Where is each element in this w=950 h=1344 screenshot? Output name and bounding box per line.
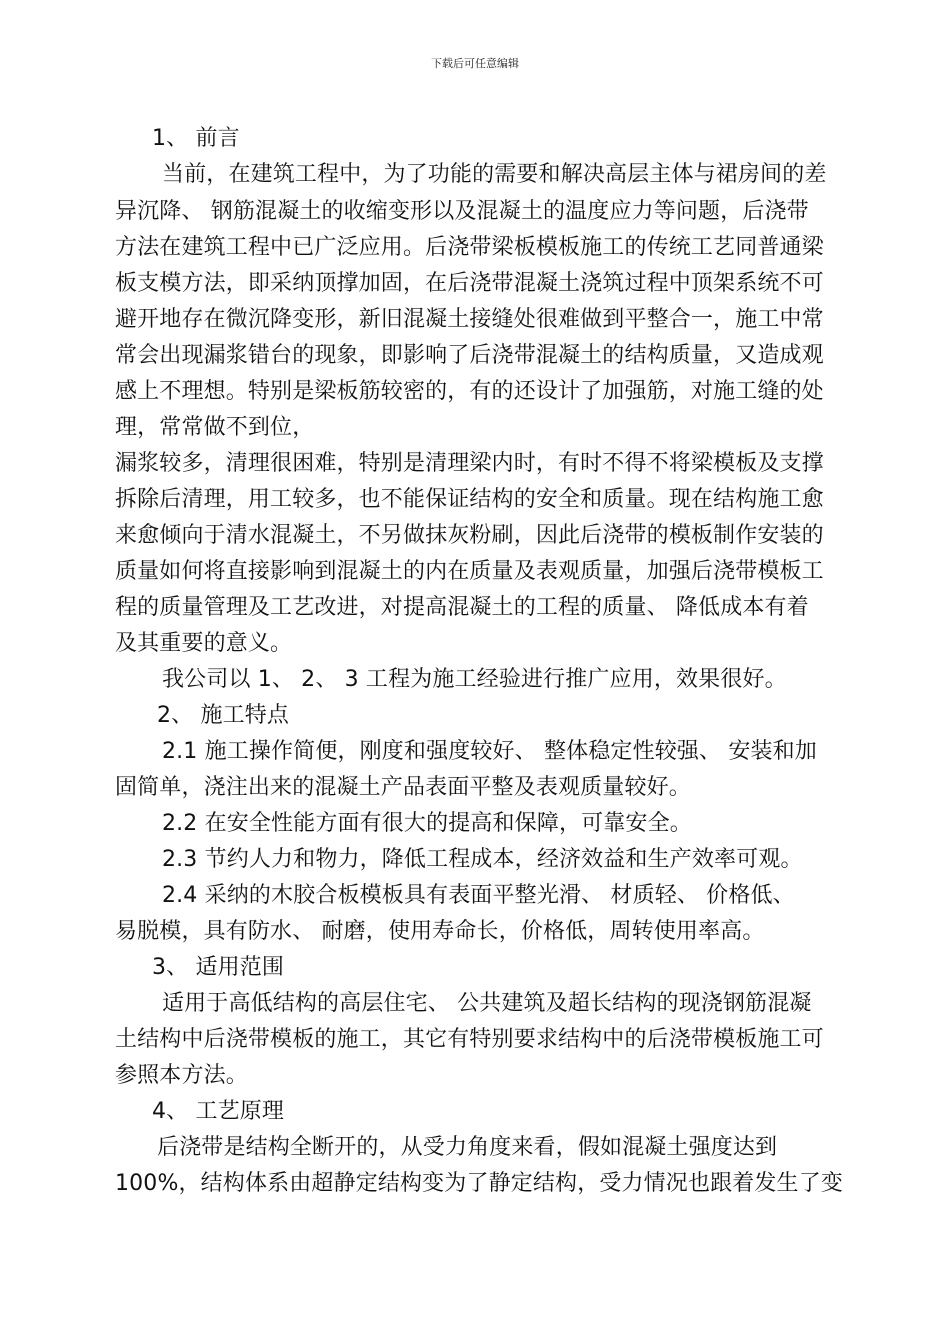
- paragraph-line: 漏浆较多，清理很困难，特别是清理梁内时，有时不得不将梁模板及支撑: [115, 451, 824, 476]
- paragraph-line: 2.2 在安全性能方面有很大的提高和保障，可靠安全。: [162, 811, 692, 836]
- page-header: 下载后可任意编辑: [431, 57, 519, 70]
- paragraph-line: 来愈倾向于清水混凝土，不另做抹灰粉刷，因此后浇带的模板制作安装的: [115, 523, 824, 548]
- paragraph-line: 当前，在建筑工程中，为了功能的需要和解决高层主体与裙房间的差: [162, 162, 827, 187]
- paragraph-line: 土结构中后浇带模板的施工，其它有特别要求结构中的后浇带模板施工可: [115, 1027, 824, 1052]
- paragraph-line: 感上不理想。特别是梁板筋较密的，有的还设计了加强筋，对施工缝的处: [115, 379, 824, 404]
- paragraph-line: 程的质量管理及工艺改进，对提高混凝土的工程的质量、 降低成本有着: [115, 595, 809, 620]
- paragraph-line: 方法在建筑工程中已广泛应用。后浇带梁板模板施工的传统工艺同普通梁: [115, 235, 824, 260]
- paragraph-line: 避开地存在微沉降变形，新旧混凝土接缝处很难做到平整合一，施工中常: [115, 307, 824, 332]
- paragraph-line: 100%，结构体系由超静定结构变为了静定结构，受力情况也跟着发生了变: [115, 1171, 843, 1196]
- paragraph-line: 质量如何将直接影响到混凝土的内在质量及表观质量，加强后浇带模板工: [115, 559, 824, 584]
- heading-4: 4、 工艺原理: [152, 1099, 285, 1124]
- paragraph-line: 及其重要的意义。: [115, 631, 293, 656]
- paragraph-line: 易脱模，具有防水、 耐磨，使用寿命长，价格低，周转使用率高。: [115, 919, 765, 944]
- paragraph-line: 异沉降、 钢筋混凝土的收缩变形以及混凝土的温度应力等问题，后浇带: [115, 199, 809, 224]
- paragraph-line: 常会出现漏浆错台的现象，即影响了后浇带混凝土的结构质量，又造成观: [115, 343, 824, 368]
- heading-1: 1、 前言: [152, 126, 240, 151]
- paragraph-line: 板支模方法，即采纳顶撑加固，在后浇带混凝土浇筑过程中顶架系统不可: [115, 271, 824, 296]
- paragraph-line: 2.1 施工操作简便，刚度和强度较好、 整体稳定性较强、 安装和加: [162, 739, 817, 764]
- paragraph-line: 适用于高低结构的高层住宅、 公共建筑及超长结构的现浇钢筋混凝: [162, 991, 812, 1016]
- paragraph-line: 我公司以 1、 2、 3 工程为施工经验进行推广应用，效果很好。: [162, 667, 787, 692]
- heading-3: 3、 适用范围: [152, 955, 285, 980]
- paragraph-line: 理，常常做不到位，: [115, 415, 315, 440]
- paragraph-line: 2.4 采纳的木胶合板模板具有表面平整光滑、 材质轻、 价格低、: [162, 883, 795, 908]
- paragraph-line: 固简单，浇注出来的混凝土产品表面平整及表观质量较好。: [115, 775, 691, 800]
- paragraph-line: 后浇带是结构全断开的，从受力角度来看，假如混凝土强度达到: [157, 1135, 778, 1160]
- paragraph-line: 参照本方法。: [115, 1063, 248, 1088]
- paragraph-line: 2.3 节约人力和物力，降低工程成本，经济效益和生产效率可观。: [162, 847, 803, 872]
- paragraph-line: 拆除后清理，用工较多，也不能保证结构的安全和质量。现在结构施工愈: [115, 487, 824, 512]
- heading-2: 2、 施工特点: [157, 703, 290, 728]
